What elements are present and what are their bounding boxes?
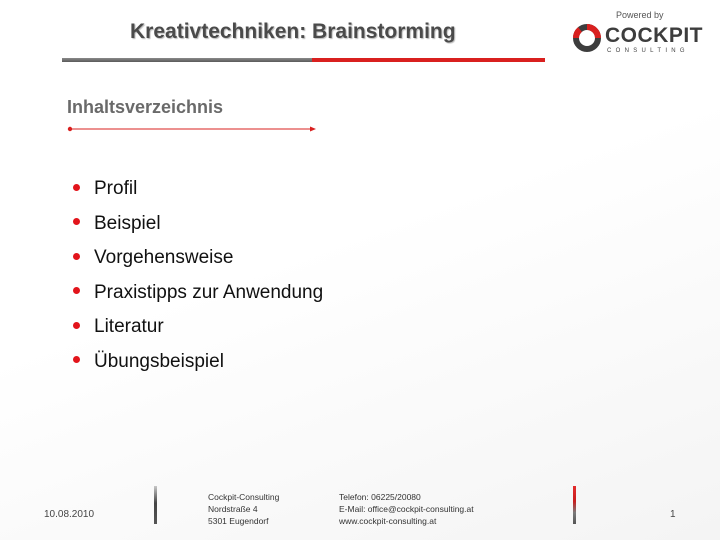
footer-company-address xyxy=(208,491,279,527)
toc-item-literatur xyxy=(70,310,323,345)
slide-title: Kreativtechniken: Brainstorming xyxy=(130,20,456,43)
bullet-icon xyxy=(73,218,80,225)
bullet-icon xyxy=(73,253,80,260)
powered-by-label: Powered by xyxy=(616,10,664,20)
footer-street: Nordstraße 4 xyxy=(208,504,258,514)
cockpit-logo-icon xyxy=(571,22,603,54)
toc-item-label: Praxistipps zur Anwendung xyxy=(94,281,324,303)
footer-website[interactable]: www.cockpit-consulting.at xyxy=(339,516,437,526)
toc-item-vorgehensweise xyxy=(70,241,323,276)
footer-company-name: Cockpit-Consulting xyxy=(208,492,280,502)
logo-wordmark: COCKPIT xyxy=(605,24,703,47)
footer-email[interactable]: E-Mail: office@cockpit-consulting.at xyxy=(339,504,474,514)
bullet-icon xyxy=(73,322,80,329)
toc-heading: Inhaltsverzeichnis xyxy=(67,97,224,117)
toc-item-uebungsbeispiel xyxy=(70,345,323,380)
footer-divider-left xyxy=(154,486,157,524)
cockpit-consulting-logo xyxy=(571,22,701,58)
footer-divider-right xyxy=(573,486,576,524)
toc-item-profil xyxy=(70,172,323,207)
bullet-icon xyxy=(73,184,80,191)
bullet-icon xyxy=(73,356,80,363)
footer-contact xyxy=(339,491,474,527)
toc-item-beispiel xyxy=(70,207,323,242)
title-underline-red xyxy=(312,58,545,62)
toc-heading-underline xyxy=(67,126,317,132)
title-underline-grey xyxy=(62,58,312,62)
toc-item-label: Literatur xyxy=(94,316,164,338)
toc-item-praxistipps xyxy=(70,276,323,311)
toc-item-label: Beispiel xyxy=(94,212,161,234)
toc-item-label: Vorgehensweise xyxy=(94,247,234,269)
toc-list xyxy=(70,172,323,379)
logo-subtext: CONSULTING xyxy=(607,48,689,54)
toc-item-label: Profil xyxy=(94,178,138,200)
footer-date: 10.08.2010 xyxy=(44,509,95,520)
toc-item-label: Übungsbeispiel xyxy=(94,350,224,372)
bullet-icon xyxy=(73,287,80,294)
footer-phone: Telefon: 06225/20080 xyxy=(339,492,421,502)
footer-city: 5301 Eugendorf xyxy=(208,516,269,526)
page-number: 1 xyxy=(670,509,676,520)
